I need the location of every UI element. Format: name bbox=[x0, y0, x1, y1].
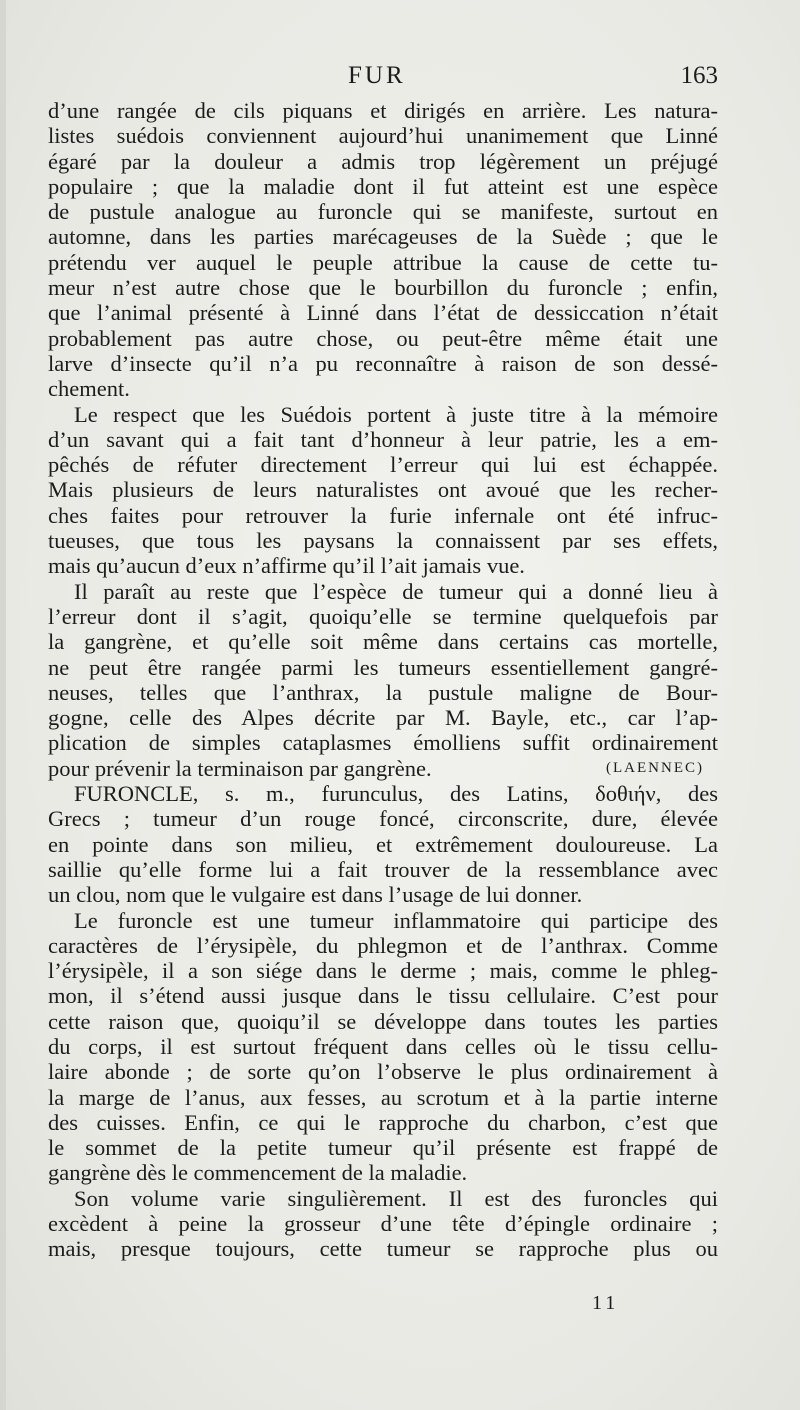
text-line: chement. bbox=[48, 376, 130, 402]
text-line: la gangrène, et qu’elle soit même dans certains cas mortelle, bbox=[48, 629, 718, 655]
text-line: gangrène dès le commencement de la maladie. bbox=[48, 1160, 468, 1186]
text-line: ne peut être rangée parmi les tumeurs essentiellement gangré- bbox=[48, 654, 718, 680]
text-line: saillie qu’elle forme lui a fait trouver de la ressemblance avec bbox=[48, 856, 718, 882]
text-line: que l’animal présenté à Linné dans l’état de dessiccation n’était bbox=[48, 300, 718, 326]
text-line: listes suédois conviennent aujourd’hui unanimement que Linné bbox=[48, 123, 718, 149]
text-line: populaire ; que la maladie dont il fut atteint est une espèce bbox=[48, 173, 718, 199]
text-line: laire abonde ; de sorte qu’on l’observe le plus ordinairement à bbox=[48, 1059, 718, 1085]
page-number: 163 bbox=[680, 62, 718, 89]
paragraph-start: Le furoncle est une tumeur inflammatoire qui participe des bbox=[74, 907, 718, 933]
text-line: en pointe dans son milieu, et extrêmement douloureuse. La bbox=[48, 831, 718, 857]
paragraph-start: Il paraît au reste que l’espèce de tumeur qui a donné lieu à bbox=[74, 578, 718, 604]
text-line: pêchés de réfuter directement l’erreur qui lui est échappée. bbox=[48, 452, 718, 478]
signature-mark: 11 bbox=[592, 1292, 620, 1314]
text-line: de pustule analogue au furoncle qui se manifeste, surtout en bbox=[48, 199, 718, 225]
text-line: meur n’est autre chose que le bourbillon du furoncle ; enfin, bbox=[48, 275, 718, 301]
text-line: des cuisses. Enfin, ce qui le rapproche du charbon, c’est que bbox=[48, 1109, 718, 1135]
text-line: tueuses, que tous les paysans la connaissent par ses effets, bbox=[48, 528, 718, 554]
text-line: neuses, telles que l’anthrax, la pustule maligne de Bour- bbox=[48, 679, 718, 705]
page-header bbox=[48, 62, 718, 98]
text-line: d’une rangée de cils piquans et dirigés en arrière. Les natura- bbox=[48, 98, 718, 123]
text-line: mon, il s’étend aussi jusque dans le tissu cellulaire. C’est pour bbox=[48, 983, 718, 1009]
text-line: mais, presque toujours, cette tumeur se rapproche plus ou bbox=[48, 1236, 718, 1262]
text-line: plication de simples cataplasmes émolliens suffit ordinairement bbox=[48, 730, 718, 756]
text-line: mais qu’aucun d’eux n’affirme qu’il l’ait jamais vue. bbox=[48, 553, 525, 579]
text-line: un clou, nom que le vulgaire est dans l’usage de lui donner. bbox=[48, 882, 583, 908]
text-line: pour prévenir la terminaison par gangrène. bbox=[48, 755, 432, 781]
text-line: le sommet de la petite tumeur qu’il présente est frappé de bbox=[48, 1135, 718, 1161]
text-line: gogne, celle des Alpes décrite par M. Bayle, etc., car l’ap- bbox=[48, 705, 718, 731]
text-line: la marge de l’anus, aux fesses, au scrotum et à la partie interne bbox=[48, 1084, 718, 1110]
text-line: Mais plusieurs de leurs naturalistes ont avoué que les recher- bbox=[48, 477, 718, 503]
text-line: du corps, il est surtout fréquent dans celles où le tissu cellu- bbox=[48, 1033, 718, 1059]
body-text bbox=[48, 98, 718, 1262]
text-line: cette raison que, quoiqu’il se développe dans toutes les parties bbox=[48, 1008, 718, 1034]
text-line: caractères de l’érysipèle, du phlegmon et de l’anthrax. Comme bbox=[48, 932, 718, 958]
text-line: automne, dans les parties marécageuses de la Suède ; que le bbox=[48, 224, 718, 250]
text-line: larve d’insecte qu’il n’a pu reconnaître à raison de son dessé- bbox=[48, 350, 718, 376]
text-line: prétendu ver auquel le peuple attribue la cause de cette tu- bbox=[48, 249, 718, 275]
text-line: ches faites pour retrouver la furie infernale ont été infruc- bbox=[48, 502, 718, 528]
text-line: d’un savant qui a fait tant d’honneur à leur patrie, les a em- bbox=[48, 426, 718, 452]
text-line: l’érysipèle, il a son siége dans le derme ; mais, comme le phleg- bbox=[48, 958, 718, 984]
text-line: Grecs ; tumeur d’un rouge foncé, circonscrite, dure, élevée bbox=[48, 806, 718, 832]
text-line: l’erreur dont il s’agit, quoiqu’elle se termine quelquefois par bbox=[48, 603, 718, 629]
paragraph-start: Son volume varie singulièrement. Il est des furoncles qui bbox=[74, 1185, 718, 1211]
entry-heading-line: FURONCLE, s. m., furunculus, des Latins, δοθιήν, des bbox=[74, 781, 718, 807]
author-signature: (LAENNEC) bbox=[606, 759, 704, 776]
running-head: FUR bbox=[348, 62, 406, 89]
text-line: égaré par la douleur a admis trop légèrement un préjugé bbox=[48, 148, 718, 174]
paragraph-start: Le respect que les Suédois portent à juste titre à la mémoire bbox=[74, 401, 718, 427]
text-line-with-signature bbox=[48, 756, 718, 781]
text-line: excèdent à peine la grosseur d’une tête d’épingle ordinaire ; bbox=[48, 1211, 718, 1237]
page-edge bbox=[0, 0, 6, 1410]
text-line: probablement pas autre chose, ou peut-être même était une bbox=[48, 325, 718, 351]
